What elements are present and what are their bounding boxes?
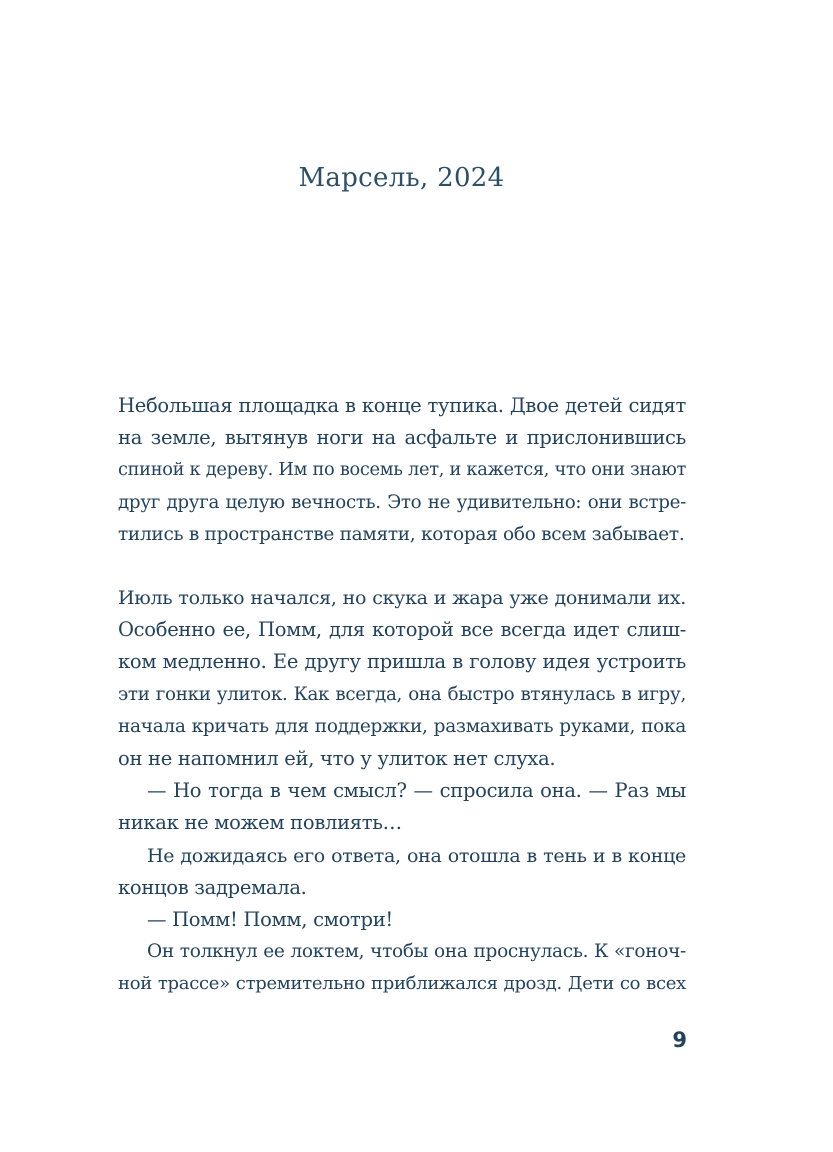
text-line: концов задремала.	[118, 875, 307, 899]
text-line: ком медленно. Ее другу пришла в голову идея устроить	[118, 650, 686, 674]
text-line: он не напомнил ей, что у улиток нет слуха.	[118, 746, 556, 770]
page-number: 9	[672, 1028, 687, 1052]
text-line: Он толкнул ее локтем, чтобы она проснулась. К «гоноч-	[147, 941, 686, 963]
text-line: Не дожидаясь его ответа, она отошла в тень и в конце	[147, 844, 686, 867]
text-line: никак не можем повлиять…	[118, 811, 402, 835]
text-line: тились в пространстве памяти, которая обо всем забывает.	[118, 523, 685, 545]
text-line: Июль только начался, но скука и жара уже донимали их.	[118, 587, 686, 609]
text-line: ной трассе» стремительно приближался дрозд. Дети со всех	[118, 973, 686, 995]
text-line: спиной к дереву. Им по восемь лет, и кажется, что они знают	[118, 460, 686, 481]
dialogue-line: — Помм! Помм, смотри!	[147, 907, 393, 931]
chapter-title: Марсель, 2024	[298, 163, 505, 193]
text-line: эти гонки улиток. Как всегда, она быстро втянулась в игру,	[118, 683, 686, 705]
paragraph-story	[118, 582, 686, 1000]
text-line: друг друга целую вечность. Это не удивительно: они встре-	[118, 491, 686, 513]
text-line: Особенно ее, Помм, для которой все всегда идет слиш-	[118, 618, 686, 642]
text-line: на земле, вытянув ноги на асфальте и прислонившись	[118, 426, 686, 450]
text-line: Небольшая площадка в конце тупика. Двое детей сидят	[118, 394, 686, 417]
dialogue-line: — Но тогда в чем смысл? — спросила она. — Раз мы	[147, 779, 686, 803]
paragraph-intro	[118, 390, 686, 551]
text-line: начала кричать для поддержки, размахивать руками, пока	[118, 715, 686, 737]
